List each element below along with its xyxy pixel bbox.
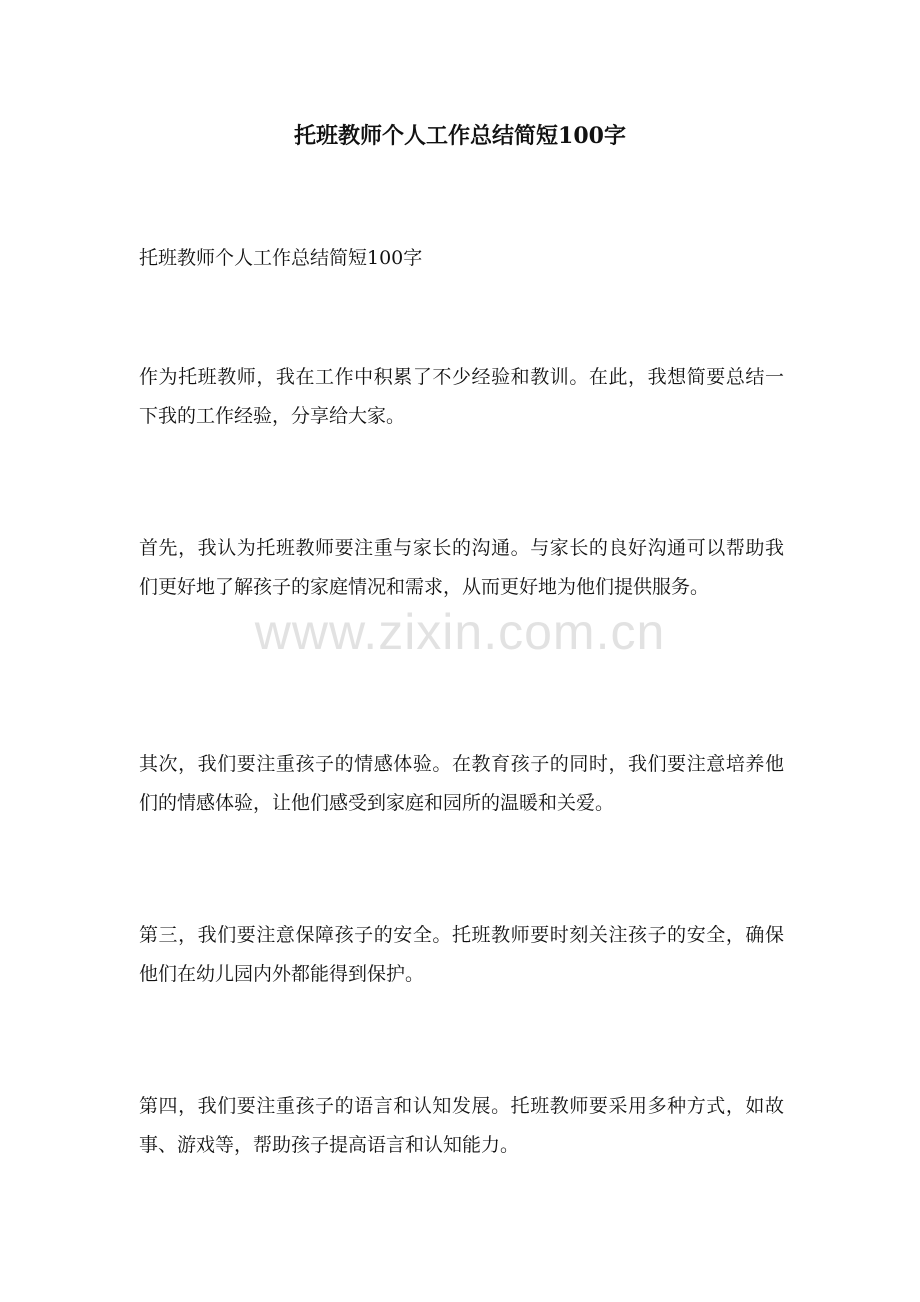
- paragraph-second: 其次，我们要注重孩子的情感体验。在教育孩子的同时，我们要注意培养他们的情感体验，让他们感受到家庭和园所的温暖和关爱。: [139, 753, 784, 814]
- paragraph-fourth: 第四，我们要注重孩子的语言和认知发展。托班教师要采用多种方式，如故事、游戏等，帮助孩子提高语言和认知能力。: [139, 1095, 784, 1156]
- watermark-text: www.zixin.com.cn: [254, 604, 666, 660]
- document-title: 托班教师个人工作总结简短100字: [294, 123, 626, 149]
- paragraph-intro: 作为托班教师，我在工作中积累了不少经验和教训。在此，我想简要总结一下我的工作经验，分享给大家。: [139, 366, 784, 427]
- document-subtitle: 托班教师个人工作总结简短100字: [139, 247, 423, 269]
- paragraph-first: 首先，我认为托班教师要注重与家长的沟通。与家长的良好沟通可以帮助我们更好地了解孩子的家庭情况和需求，从而更好地为他们提供服务。: [139, 537, 784, 598]
- paragraph-third: 第三，我们要注意保障孩子的安全。托班教师要时刻关注孩子的安全，确保他们在幼儿园内外都能得到保护。: [139, 924, 784, 985]
